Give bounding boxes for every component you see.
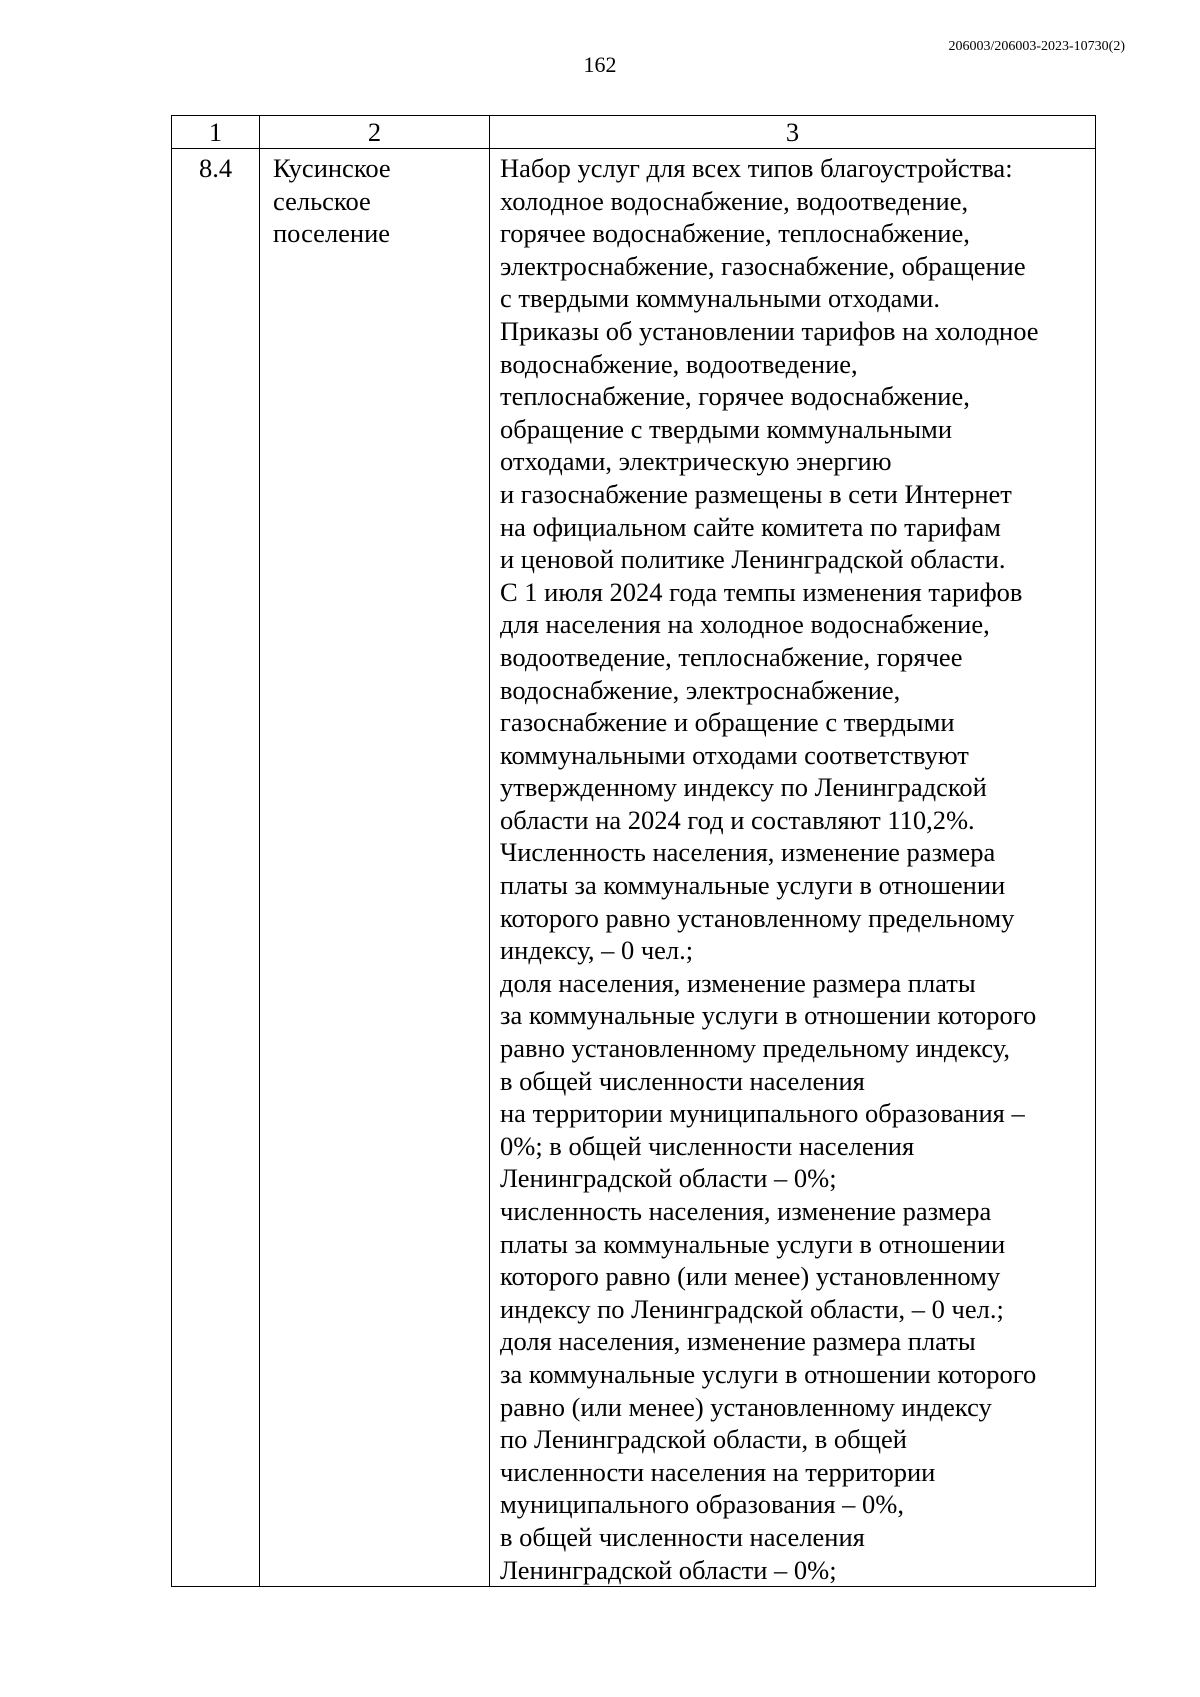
content-line: которого равно (или менее) установленному [500, 1261, 1001, 1292]
column-header-2: 2 [260, 116, 490, 149]
settlement-name [260, 149, 490, 1587]
content-line: с твердыми коммунальными отходами. [500, 283, 940, 314]
content-line: водоснабжение, водоотведение, [500, 348, 858, 379]
content-line: Ленинградской области – 0%; [500, 1554, 837, 1585]
content-line: области на 2024 год и составляют 110,2%. [500, 804, 975, 835]
content-line: Приказы об установлении тарифов на холодное [500, 315, 1039, 346]
content-line: утвержденному индексу по Ленинградской [500, 772, 987, 803]
table-row [172, 149, 1096, 1587]
content-line: которого равно установленному предельному [500, 902, 1015, 933]
content-line: на официальном сайте комитета по тарифам [500, 511, 1001, 542]
content-line: в общей численности населения [500, 1521, 865, 1552]
settlement-name-line: Кусинское [273, 153, 391, 183]
content-line: платы за коммунальные услуги в отношении [500, 870, 1006, 901]
content-line: холодное водоснабжение, водоотведение, [500, 185, 969, 216]
document-id: 206003/206003-2023-10730(2) [948, 39, 1125, 54]
content-line: горячее водоснабжение, теплоснабжение, [500, 218, 970, 249]
content-line: для населения на холодное водоснабжение, [500, 609, 990, 640]
content-line: Набор услуг для всех типов благоустройства: [500, 153, 1013, 183]
column-header-3: 3 [490, 116, 1096, 149]
content-line: по Ленинградской области, в общей [500, 1424, 907, 1455]
content-line: Численность населения, изменение размера [500, 837, 996, 868]
content-line: платы за коммунальные услуги в отношении [500, 1228, 1006, 1259]
settlement-name-line: поселение [273, 218, 391, 249]
tariff-table [171, 115, 1096, 1587]
content-line: равно установленному предельному индексу, [500, 1033, 1011, 1064]
content-line: равно (или менее) установленному индексу [500, 1391, 992, 1422]
content-line: численности населения на территории [500, 1456, 936, 1487]
content-line: за коммунальные услуги в отношении которого [500, 1000, 1037, 1031]
content-line: 0%; в общей численности населения [500, 1130, 915, 1161]
content-line: водоотведение, теплоснабжение, горячее [500, 641, 963, 672]
content-line: муниципального образования – 0%, [500, 1489, 904, 1520]
content-line: Ленинградской области – 0%; [500, 1163, 837, 1194]
content-line: обращение с твердыми коммунальными [500, 413, 953, 444]
content-line: электроснабжение, газоснабжение, обращение [500, 250, 1026, 281]
content-line: С 1 июля 2024 года темпы изменения тарифов [500, 576, 1023, 607]
content-line: доля населения, изменение размера платы [500, 967, 976, 998]
row-number: 8.4 [172, 149, 260, 1587]
settlement-name-line: сельское [273, 185, 371, 216]
content-line: теплоснабжение, горячее водоснабжение, [500, 381, 970, 412]
content-line: и газоснабжение размещены в сети Интернет [500, 478, 1012, 509]
content-line: водоснабжение, электроснабжение, [500, 674, 901, 705]
content-line: за коммунальные услуги в отношении которого [500, 1358, 1037, 1389]
column-header-1: 1 [172, 116, 260, 149]
content-line: на территории муниципального образования – [500, 1098, 1025, 1129]
content-line: индексу, – 0 чел.; [500, 935, 694, 966]
content-line: коммунальными отходами соответствуют [500, 739, 969, 770]
content-line: и ценовой политике Ленинградской области. [500, 544, 1006, 575]
content-line: доля населения, изменение размера платы [500, 1326, 976, 1357]
content-line: отходами, электрическую энергию [500, 446, 892, 477]
page-number: 162 [583, 52, 617, 77]
content-line: газоснабжение и обращение с твердыми [500, 707, 955, 738]
table-header-row [172, 116, 1096, 149]
content-line: численность населения, изменение размера [500, 1196, 992, 1226]
content-line: в общей численности населения [500, 1065, 865, 1096]
row-content [490, 149, 1096, 1587]
content-line: индексу по Ленинградской области, – 0 чел.; [500, 1293, 1004, 1324]
